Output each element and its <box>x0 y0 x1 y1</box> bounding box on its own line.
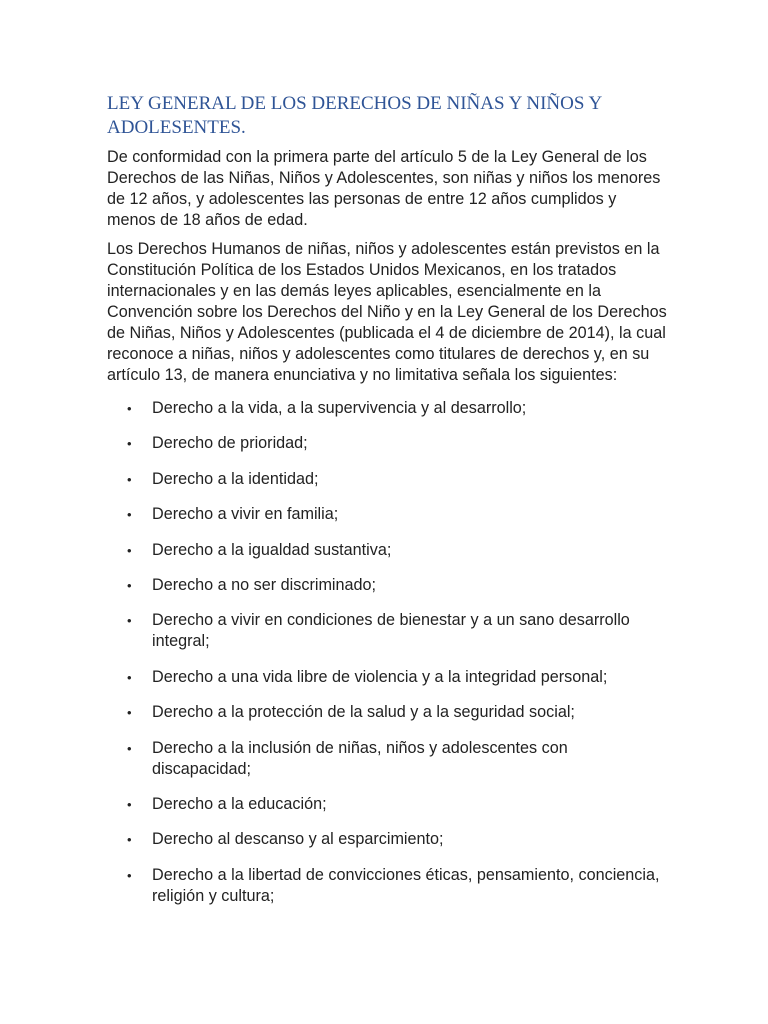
list-item <box>107 575 667 596</box>
list-item <box>107 433 667 454</box>
bullet-icon: • <box>127 867 132 883</box>
list-item <box>107 829 667 850</box>
document-page <box>107 92 667 921</box>
document-title: LEY GENERAL DE LOS DERECHOS DE NIÑAS Y NIÑOS Y ADOLESENTES. <box>107 93 602 138</box>
list-item <box>107 667 667 688</box>
list-item-text: Derecho a la identidad; <box>152 469 319 488</box>
list-item <box>107 610 667 652</box>
bullet-icon: • <box>127 507 132 523</box>
rights-list <box>107 398 667 907</box>
list-item-text: Derecho a la educación; <box>152 794 327 813</box>
bullet-icon: • <box>127 669 132 685</box>
bullet-icon: • <box>127 436 132 452</box>
bullet-icon: • <box>127 542 132 558</box>
bullet-icon: • <box>127 740 132 756</box>
list-item-text: Derecho al descanso y al esparcimiento; <box>152 830 444 849</box>
list-item-text: Derecho a vivir en familia; <box>152 505 339 524</box>
bullet-icon: • <box>127 796 132 812</box>
list-item <box>107 702 667 723</box>
list-item <box>107 398 667 419</box>
bullet-icon: • <box>127 705 132 721</box>
list-item <box>107 504 667 525</box>
list-item <box>107 738 667 780</box>
list-item-text: Derecho a una vida libre de violencia y a la integridad personal; <box>152 667 608 686</box>
intro-paragraph: De conformidad con la primera parte del artículo 5 de la Ley General de los Derechos de las Niñas, Niños y Adolescentes, son niñas y niños los menores de 12 años, y adolescentes las personas de entre 12 años cumplidos y menos de 18 años de edad. <box>107 148 661 229</box>
list-item-text: Derecho a no ser discriminado; <box>152 575 377 594</box>
bullet-icon: • <box>127 832 132 848</box>
list-item-text: Derecho de prioridad; <box>152 434 308 453</box>
list-item-text: Derecho a la vida, a la supervivencia y al desarrollo; <box>152 399 527 417</box>
list-item <box>107 794 667 815</box>
bullet-icon: • <box>127 577 132 593</box>
bullet-icon: • <box>127 401 132 416</box>
list-item-text: Derecho a vivir en condiciones de bienestar y a un sano desarrollo integral; <box>152 611 630 651</box>
list-item <box>107 865 667 907</box>
list-item <box>107 540 667 561</box>
list-item-text: Derecho a la protección de la salud y a la seguridad social; <box>152 703 575 722</box>
list-item-text: Derecho a la libertad de convicciones éticas, pensamiento, conciencia, religión y cultura; <box>152 865 660 905</box>
list-item-text: Derecho a la igualdad sustantiva; <box>152 540 392 559</box>
rights-paragraph: Los Derechos Humanos de niñas, niños y adolescentes están previstos en la Constitución Política de los Estados Unidos Mexicanos, en los tratados internacionales y en las demás leyes aplicables, esencialmente en la Convención sobre los Derechos del Niño y en la Ley General de los Derechos de Niñas, Niños y Adolescentes (publicada el 4 de diciembre de 2014), la cual reconoce a niñas, niños y adolescentes como titulares de derechos y, en su artículo 13, de manera enunciativa y no limitativa señala los siguientes: <box>107 240 667 384</box>
bullet-icon: • <box>127 613 132 629</box>
bullet-icon: • <box>127 471 132 487</box>
list-item <box>107 469 667 490</box>
list-item-text: Derecho a la inclusión de niñas, niños y adolescentes con discapacidad; <box>152 738 568 778</box>
